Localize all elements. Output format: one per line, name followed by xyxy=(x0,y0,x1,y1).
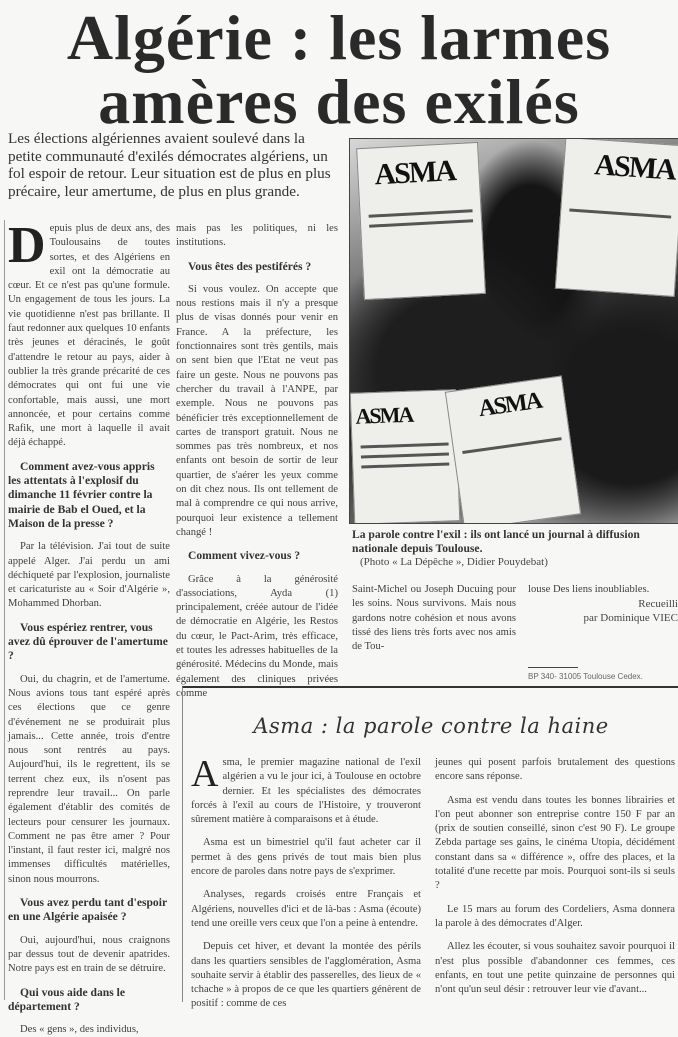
magazine-cover xyxy=(445,375,581,524)
byline-line-1: Recueilli xyxy=(638,598,678,610)
article-column-3 xyxy=(352,583,516,654)
magazine-logo: ASMA xyxy=(373,154,456,192)
question: Vous avez perdu tant d'espoir en une Algérie apaisée ? xyxy=(8,896,167,924)
headline xyxy=(0,2,678,137)
question: Vous espériez rentrer, vous avez dû éprouver de l'amertume ? xyxy=(8,620,168,663)
answer: Grâce à la générosité d'associations, Ayda (1) principalement, créée autour de l'idée de démocratie en Algérie, les Restos du cœur, le Pact-Arim, très efficace, et toutes les adresses habituelles de la générosité. Médecins du Monde, mais également des cliniques privées comme xyxy=(176,573,338,699)
byline xyxy=(520,597,678,625)
question: Comment avez-vous appris les attentats à l'explosif du dimanche 11 février contre la mairie de Bab el Oued, et la Maison de la presse ? xyxy=(8,459,155,530)
photo-credit: (Photo « La Dépêche », Didier Pouydebat) xyxy=(360,556,548,568)
article-column-1 xyxy=(8,217,170,1037)
sidebar-column-2 xyxy=(435,756,675,997)
paragraph: Asma, le premier magazine national de l'exil algérien a vu le jour ici, à Toulouse en octobre dernier. Et les spécialistes des démocrates forcés à l'exil au cours de l'Histoire, y trouveront sûrement matière à comparaisons et à étude. xyxy=(191,753,421,826)
footnote-rule xyxy=(528,667,578,668)
photo-caption: La parole contre l'exil : ils ont lancé un journal à diffusion nationale depuis Toulouse. xyxy=(352,528,640,555)
paragraph: Depuis cet hiver, et devant la montée des périls dans les quartiers sensibles de l'agglomération, Asma souhaite servir à établir des passerelles, des lieux de « tchache » à propos de ce que les quartiers génèrent de positif : comme de ces xyxy=(191,941,421,1010)
sidebar-box xyxy=(182,686,678,1010)
answer: Si vous voulez. On accepte que nous restions mais il n'y a presque plus de visas donnés pour venir en France. A la préfecture, les fonctionnaires sont très gentils, mais on sent bien que l'Etat ne veut pas faire un geste. Nous ne pouvons pas chercher du travail à l'ANPE, par exemple. Nous ne pouvons pas bénéficier très exceptionnellement de cartes de transport gratuit. Nous ne sommes pas très nombreux, et nos enfants ont besoin de sortir de leur quartier, de s'aérer les yeux comme on dit chez nous. Ils ont tellement de mal à comprendre ce qui nous arrive, pourquoi leur existence a tellement changé ! xyxy=(176,283,338,538)
answer: Oui, aujourd'hui, nous craignons par dessus tout de devenir apatrides. Notre pays est en train de se détruire. xyxy=(8,934,170,975)
paragraph: Asma est un bimestriel qu'il faut acheter car il permet à des gens privés de tout mais bien plus encore de paroles dans notre pays de s'exprimer. xyxy=(191,837,421,878)
question: Comment vivez-vous ? xyxy=(188,549,301,563)
continuation: mais pas les politiques, ni les institutions. xyxy=(176,223,338,249)
drop-cap: A xyxy=(191,753,219,795)
question: Qui vous aide dans le département ? xyxy=(8,985,126,1013)
article-column-4 xyxy=(528,583,678,597)
magazine-logo: ASMA xyxy=(593,148,676,187)
drop-cap: D xyxy=(8,217,46,274)
sidebar-column-1 xyxy=(191,753,421,1012)
paragraph: Saint-Michel ou Joseph Ducuing pour les soins. Nous survivons. Mais nous gardons notre cohésion et nous avons tissé des liens très forts avec nos amis de Tou- xyxy=(352,584,516,653)
paragraph: louse Des liens inoubliables. xyxy=(528,584,650,595)
answer: Par la télévision. J'ai tout de suite appelé Alger. J'ai perdu un ami déchiqueté par l'explosion, journaliste et caricaturiste au « Soir d'Algérie », Mohammed Dhorban. xyxy=(8,541,170,610)
magazine-cover xyxy=(350,389,461,524)
answer: Des « gens », des individus, xyxy=(20,1024,139,1036)
headline-line-2: amères des exilés xyxy=(98,66,580,137)
paragraph: jeunes qui posent parfois brutalement des questions encore sans réponse. xyxy=(435,757,675,783)
footnote: BP 340- 31005 Toulouse Cedex. xyxy=(528,672,643,681)
paragraph: Le 15 mars au forum des Cordeliers, Asma donnera la parole à des démocrates d'Alger. xyxy=(435,903,675,929)
column-rule xyxy=(4,220,5,1000)
byline-line-2: par Dominique VIEC xyxy=(583,612,678,624)
photo-asma-magazines xyxy=(349,138,678,524)
magazine-cover xyxy=(555,138,678,297)
magazine-logo: ASMA xyxy=(355,401,413,429)
paragraph: Asma est vendu dans toutes les bonnes librairies et l'on peut abonner son entreprise contre 150 F par an (prix de soutien conseillé, sinon c'est 90 F). Le groupe Zebda partage ses gains, le cinéma Utopia, décidément constant dans sa « différence », offre des places, et la totalité d'une recette par mois. Pourquoi sont-ils si seuls ? xyxy=(435,794,675,892)
sidebar-title: Asma : la parole contre la haine xyxy=(253,714,609,738)
question: Vous êtes des pestiférés ? xyxy=(188,259,312,273)
answer: Oui, du chagrin, et de l'amertume. Nous avions tous tant espéré après ces élections que ce genre d'événement ne se produirait plus jamais... Cette année, trois d'entre nous sont rentrés au pays. Aujourd'hui, ils le regrettent, ils se terrent chez eux, ils n'osent pas reprendre leur travail... On parle également d'établir des comités de lecteurs pour censurer les journaux. Comment ne pas être amer ? Pour l'instant, il faut rester ici, malgré nos immenses difficultés matérielles, sinon nous mourrons. xyxy=(8,673,170,885)
paragraph: Analyses, regards croisés entre Français et Algériens, nouvelles d'ici et de là-bas : Asma (écoute) tend une oreille vers ceux que l'on a peine à entendre. xyxy=(191,889,421,929)
magazine-logo: ASMA xyxy=(476,387,543,423)
standfirst: Les élections algériennes avaient soulevé dans la petite communauté d'exilés démocrates algériens, un fol espoir de retour. Leur situation est de plus en plus précaire, leur amertume, de plus en plus grande. xyxy=(8,130,331,200)
intro-paragraph: Depuis plus de deux ans, des Toulousains de toutes sortes, et des Algériens en exil ont la démocratie au cœur. Et ce n'est pas qu'une formule. Un engagement de tous les jours. La vie quotidienne n'est pas brillante. Il faut redonner aux quelques 10 enfants très jeunes et déracinés, le goût d'attendre le retour au pays, aider à oublier la très grande précarité de ces démocrates qui ont fui une vie confortable, mais aussi, une mort annoncée, et pour certains comme Rafik, une mort à laquelle il avait déjà échappé. xyxy=(8,217,170,449)
article-column-2 xyxy=(176,222,338,701)
headline-line-1: Algérie : les larmes xyxy=(66,2,612,73)
paragraph: Allez les écouter, si vous souhaitez savoir pourquoi il n'est plus possible d'abandonner ces femmes, ces enfants, en tout une petite quinzaine de personnes qui n'ont qu'un seul désir : retrouver leur vie d'avant... xyxy=(435,941,675,996)
magazine-cover xyxy=(356,142,486,300)
